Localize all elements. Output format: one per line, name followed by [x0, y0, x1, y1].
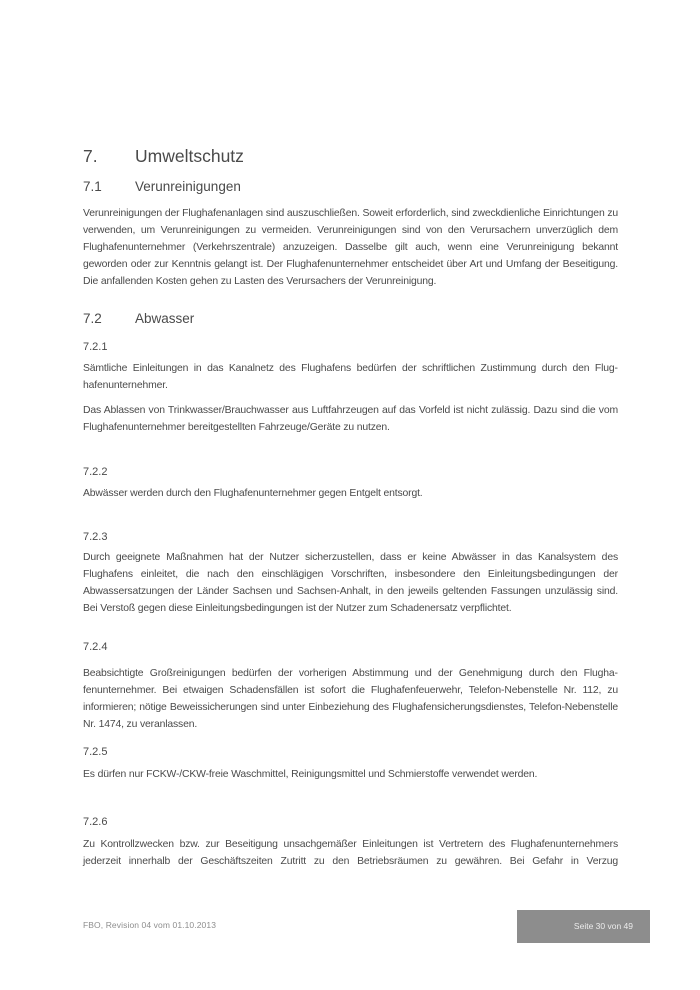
- paragraph-7-2-1-b: Das Ablassen von Trinkwasser/Brauchwasser aus Luftfahrzeugen auf das Vorfeld ist nicht zulässig. Dazu sind die vom Flughafenunternehmer bereitgestellten Fahrzeuge/Geräte zu nutzen.: [83, 405, 618, 433]
- subsection-number-7-2-5: 7.2.5: [83, 746, 108, 758]
- section-title: Umweltschutz: [135, 146, 244, 166]
- subsection-number-7-2-1: 7.2.1: [83, 341, 108, 353]
- paragraph-7-1: Verunreinigungen der Flughafenanlagen sind auszuschließen. Soweit erforderlich, sind zweckdienliche Einrichtungen zu verwenden, um Verunreinigungen zu vermeiden. Verunreinigungen sind von den Verursachern unverzüglich dem Flughafenunternehmer (Verkehrszentrale) anzuzeigen. Dasselbe gilt auch, wenn eine Verunreinigung bekannt geworden oder zur Kenntnis gelangt ist. Der Flughafenunternehmer entscheidet über Art und Umfang der Beseitigung. Die anfallenden Kosten gehen zu Lasten des Verursachers der Verunreinigung.: [83, 208, 618, 287]
- paragraph-7-2-2: Abwässer werden durch den Flughafenunternehmer gegen Entgelt entsorgt.: [83, 488, 423, 499]
- section-heading-7-1: [83, 178, 618, 196]
- section-heading-7-2: [83, 310, 618, 328]
- paragraph-7-2-4: Beabsichtigte Großreinigungen bedürfen der vorherigen Abstimmung und der Genehmigung durch den Flughafenunternehmer. Bei etwaigen Schadensfällen ist sofort die Flughafenfeuerwehr, Telefon-Nebenstelle Nr. 112, zu informieren; nötige Beweissicherungen sind unter Einbeziehung des Flughafensicherungsdienstes, Telefon-Nebenstelle Nr. 1474, zu veranlassen.: [83, 668, 618, 730]
- page-number-label: Seite 30 von 49: [573, 921, 633, 931]
- footer-revision-label: FBO, Revision 04 vom 01.10.2013: [83, 920, 217, 930]
- section-title: Abwasser: [135, 311, 195, 326]
- subsection-number-7-2-3: 7.2.3: [83, 531, 108, 543]
- paragraph-7-2-1-a: Sämtliche Einleitungen in das Kanalnetz des Flughafens bedürfen der schriftlichen Zustimmung durch den Flughafenunternehmer.: [83, 363, 618, 391]
- subsection-number-7-2-4: 7.2.4: [83, 641, 108, 653]
- section-number: 7.1: [83, 179, 102, 194]
- section-title: Verunreinigungen: [135, 179, 241, 194]
- paragraph-7-2-3: Durch geeignete Maßnahmen hat der Nutzer sicherzustellen, dass er keine Abwässer in das Kanalsystem des Flughafens einleitet, die nach den einschlägigen Vorschriften, insbesondere den Einleitungsbedingungen der Abwassersatzungen der Länder Sachsen und Sachsen-Anhalt, in den jeweils geltenden Fassungen unzulässig sind. Bei Verstoß gegen diese Einleitungsbedingungen ist der Nutzer zum Schadenersatz verpflichtet.: [83, 552, 618, 614]
- paragraph-7-2-6: Zu Kontrollzwecken bzw. zur Beseitigung unsachgemäßer Einleitungen ist Vertretern des Flughafenunternehmers jederzeit innerhalb der Geschäftszeiten Zutritt zu den Betriebsräumen zu gewähren. Bei Gefahr in Verzug: [83, 839, 618, 867]
- subsection-number-7-2-2: 7.2.2: [83, 466, 108, 478]
- page-number-box: [517, 910, 650, 943]
- subsection-number-7-2-6: 7.2.6: [83, 816, 108, 828]
- section-heading-7: [83, 145, 618, 167]
- section-number: 7.2: [83, 311, 102, 326]
- paragraph-7-2-5: Es dürfen nur FCKW-/CKW-freie Waschmittel, Reinigungsmittel und Schmierstoffe verwendet werden.: [83, 769, 538, 780]
- section-number: 7.: [83, 146, 98, 166]
